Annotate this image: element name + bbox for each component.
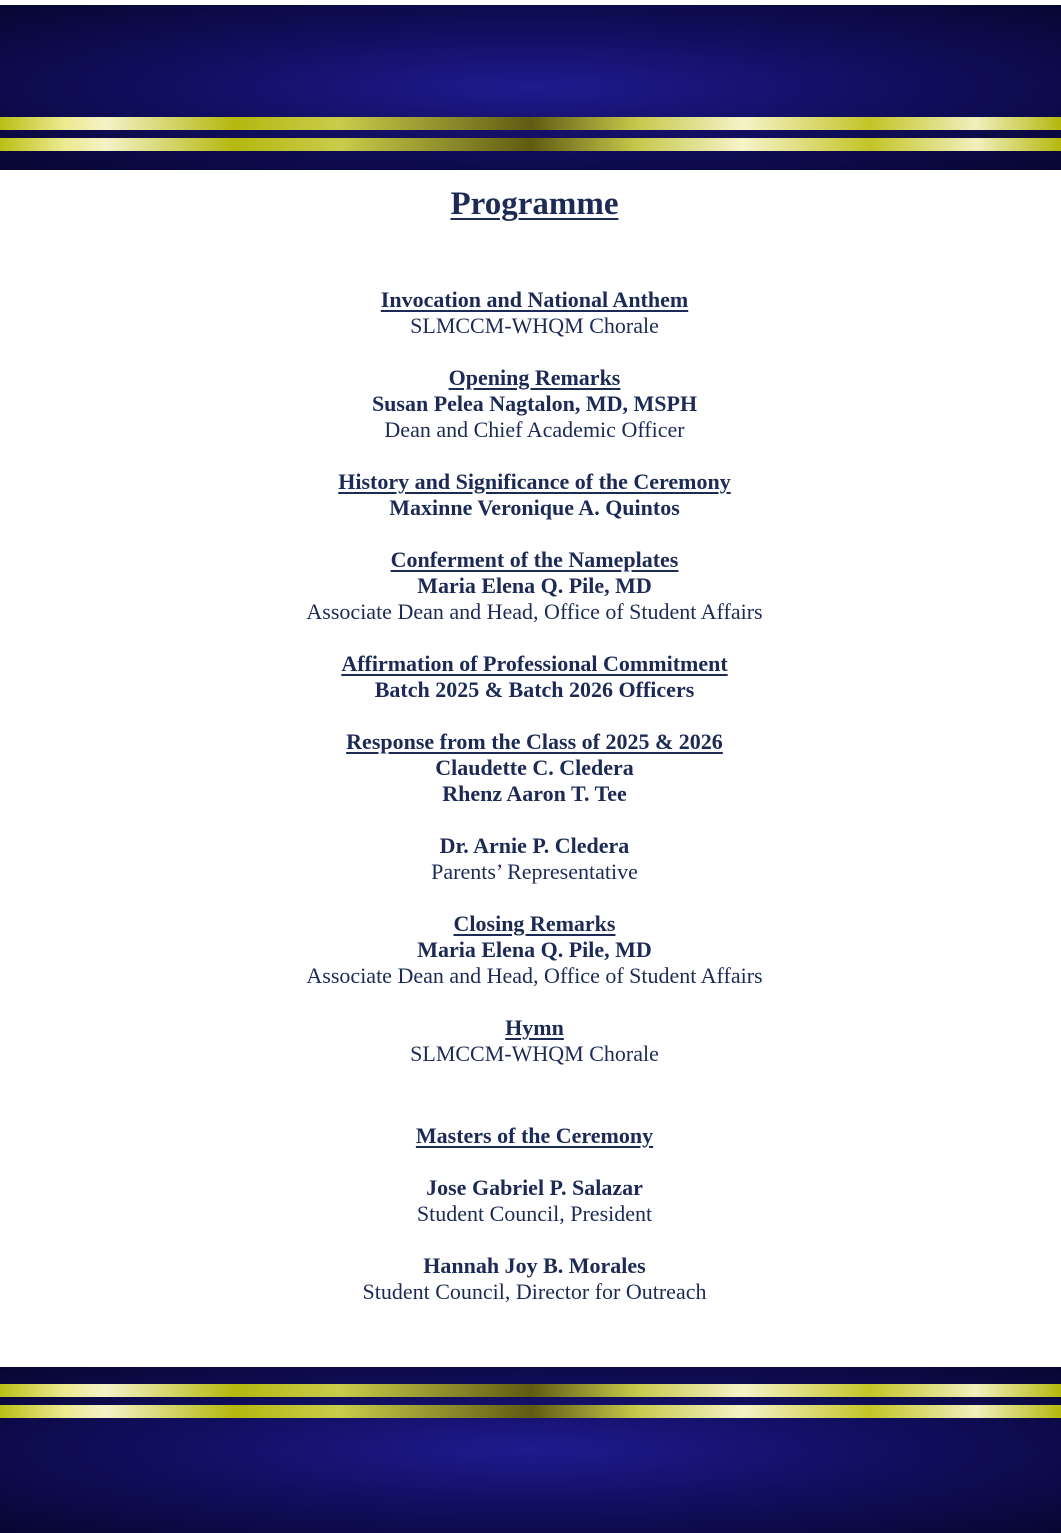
speaker-role: Associate Dean and Head, Office of Student Affairs	[306, 598, 763, 624]
master-name: Jose Gabriel P. Salazar	[426, 1174, 643, 1200]
master-role: Student Council, Director for Outreach	[362, 1278, 707, 1304]
programme-item-title: Invocation and National Anthem	[380, 286, 689, 312]
speaker-role: Parents’ Representative	[431, 858, 638, 884]
header-gold-stripe	[0, 117, 1061, 130]
programme-item	[8, 365, 1061, 443]
speaker-name: Maria Elena Q. Pile, MD	[417, 572, 652, 598]
speaker-name: Rhenz Aaron T. Tee	[442, 780, 627, 806]
masters-list	[8, 1175, 1061, 1305]
page-title: Programme	[450, 186, 619, 222]
speaker-role: SLMCCM-WHQM Chorale	[410, 312, 659, 338]
programme-item-title: Opening Remarks	[448, 364, 621, 390]
master-role: Student Council, President	[416, 1200, 653, 1226]
masters-title: Masters of the Ceremony	[415, 1122, 654, 1148]
programme-list	[8, 287, 1061, 1067]
speaker-name: Batch 2025 & Batch 2026 Officers	[374, 676, 695, 702]
programme-item-title: Affirmation of Professional Commitment	[341, 650, 728, 676]
programme-content	[0, 185, 1061, 1331]
programme-item-title: History and Significance of the Ceremony	[338, 468, 731, 494]
master-name: Hannah Joy B. Morales	[423, 1252, 646, 1278]
programme-item	[8, 1015, 1061, 1067]
section-spacer	[8, 1093, 1061, 1123]
speaker-name: Dr. Arnie P. Cledera	[439, 832, 630, 858]
programme-item-title: Conferment of the Nameplates	[390, 546, 679, 572]
header-band	[0, 5, 1061, 170]
programme-item	[8, 911, 1061, 989]
footer-gold-stripe	[0, 1405, 1061, 1418]
footer-gold-stripe	[0, 1384, 1061, 1397]
programme-item	[8, 651, 1061, 703]
speaker-name: Maxinne Veronique A. Quintos	[389, 494, 680, 520]
speaker-role: SLMCCM-WHQM Chorale	[410, 1040, 659, 1066]
programme-item-title: Response from the Class of 2025 & 2026	[346, 728, 723, 754]
programme-item	[8, 469, 1061, 521]
programme-item	[8, 547, 1061, 625]
speaker-role: Associate Dean and Head, Office of Student Affairs	[306, 962, 763, 988]
programme-item	[8, 729, 1061, 807]
programme-item-title: Closing Remarks	[453, 910, 616, 936]
master-of-ceremony	[8, 1253, 1061, 1305]
programme-item-title: Hymn	[505, 1014, 564, 1040]
header-gold-stripe	[0, 138, 1061, 151]
programme-item	[8, 833, 1061, 885]
programme-item	[8, 287, 1061, 339]
footer-band	[0, 1367, 1061, 1533]
speaker-name: Claudette C. Cledera	[435, 754, 634, 780]
speaker-name: Susan Pelea Nagtalon, MD, MSPH	[371, 390, 698, 416]
master-of-ceremony	[8, 1175, 1061, 1227]
speaker-name: Maria Elena Q. Pile, MD	[417, 936, 652, 962]
speaker-role: Dean and Chief Academic Officer	[384, 416, 685, 442]
